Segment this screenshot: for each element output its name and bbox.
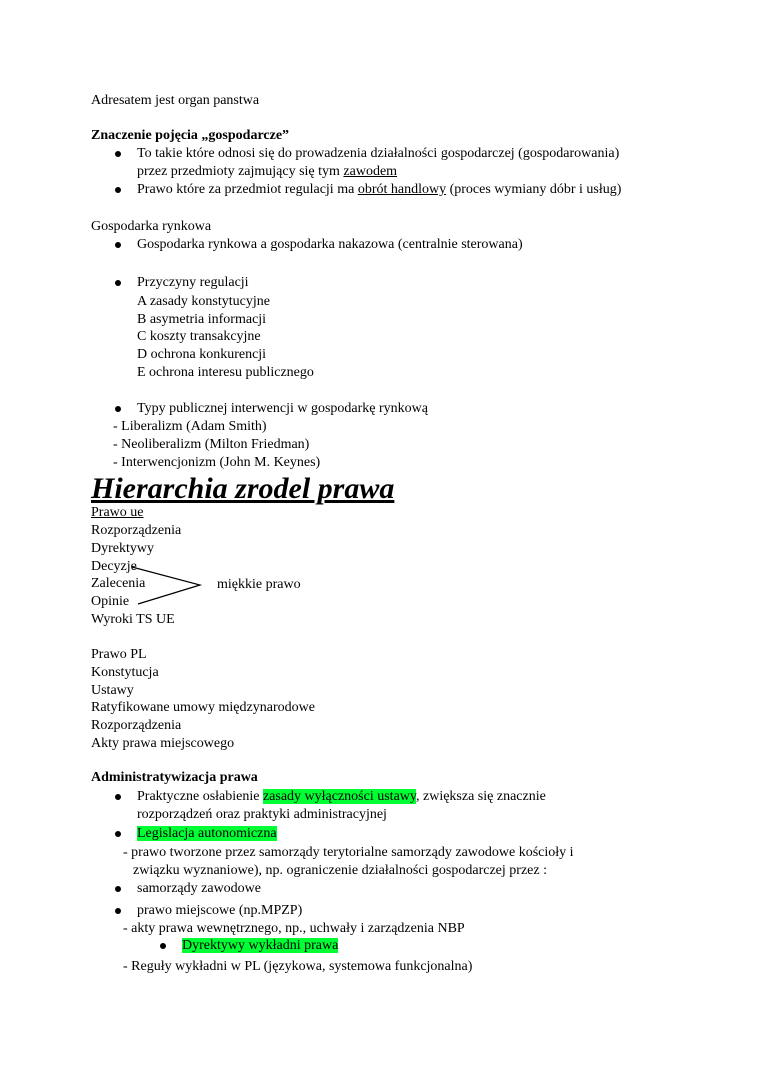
prawo-pl-heading: Prawo PL	[91, 647, 147, 662]
przyczyny-item: A zasady konstytucyjne	[137, 294, 270, 309]
zawodem-underlined: zawodem	[343, 164, 398, 179]
bullet-icon	[115, 886, 121, 892]
ue-item: Dyrektywy	[91, 541, 154, 556]
przyczyny-item: B asymetria informacji	[137, 312, 267, 327]
admin-d1-line2: związku wyznaniowe), np. ograniczenie działalności gospodarczej przez :	[133, 863, 547, 878]
bullet-icon	[115, 794, 121, 800]
ue-item: Wyroki TS UE	[91, 612, 175, 627]
ue-item: Rozporządzenia	[91, 523, 182, 538]
soft-law-bracket-icon	[130, 562, 210, 607]
bullet-icon	[115, 151, 121, 157]
typy-item: - Interwencjonizm (John M. Keynes)	[113, 455, 321, 470]
gosp-heading: Znaczenie pojęcia „gospodarcze”	[91, 128, 290, 143]
rynek-b1: Gospodarka rynkowa a gospodarka nakazowa (centralnie sterowana)	[137, 237, 523, 252]
pl-item: Ratyfikowane umowy międzynarodowe	[91, 700, 315, 715]
typy-item: - Liberalizm (Adam Smith)	[113, 419, 267, 434]
gosp-b1-line2: przez przedmioty zajmujący się tym zawodem	[137, 164, 398, 179]
ue-item: Opinie	[91, 594, 130, 609]
bullet-icon	[115, 908, 121, 914]
bullet-icon	[115, 280, 121, 286]
miekkie-prawo-label: miękkie prawo	[217, 577, 301, 592]
obrot-handlowy-underlined: obrót handlowy	[357, 182, 447, 197]
typy-heading: Typy publicznej interwencji w gospodarkę rynkową	[137, 401, 428, 416]
bullet-icon	[115, 831, 121, 837]
pl-item: Konstytucja	[91, 665, 159, 680]
hierarchia-title: Hierarchia zrodel prawa	[91, 472, 395, 505]
admin-d3: - Reguły wykładni w PL (językowa, systemowa funkcjonalna)	[123, 959, 473, 974]
bullet-icon	[115, 242, 121, 248]
ue-item: Zalecenia	[91, 576, 146, 591]
adresat-text: Adresatem jest organ panstwa	[91, 93, 260, 108]
przyczyny-item: C koszty transakcyjne	[137, 329, 261, 344]
admin-b3: samorządy zawodowe	[137, 881, 262, 896]
bullet-icon	[160, 943, 166, 949]
prawo-ue-heading: Prawo ue	[91, 505, 144, 520]
pl-item: Akty prawa miejscowego	[91, 736, 235, 751]
rynek-heading: Gospodarka rynkowa	[91, 219, 212, 234]
przyczyny-item: E ochrona interesu publicznego	[137, 365, 314, 380]
pl-item: Ustawy	[91, 683, 134, 698]
przyczyny-heading: Przyczyny regulacji	[137, 275, 249, 290]
admin-b1-line2: rozporządzeń oraz praktyki administracyjnej	[137, 807, 387, 822]
highlight-dyrektywy: Dyrektywy wykładni prawa	[182, 938, 339, 953]
bullet-icon	[115, 406, 121, 412]
gosp-b1-line1: To takie które odnosi się do prowadzenia działalności gospodarczej (gospodarowania)	[137, 146, 620, 161]
admin-b5	[182, 937, 338, 955]
admin-d2: - akty prawa wewnętrznego, np., uchwały i zarządzenia NBP	[123, 921, 465, 936]
admin-b2	[137, 825, 277, 843]
admin-b1: Praktyczne osłabienie zasady wyłączności ustawy, zwiększa się znacznie	[137, 789, 546, 804]
ue-item: Decyzje	[91, 559, 137, 574]
pl-item: Rozporządzenia	[91, 718, 182, 733]
admin-d1-line1: - prawo tworzone przez samorządy terytorialne samorządy zawodowe kościoły i	[123, 845, 574, 860]
highlight-legislacja: Legislacja autonomiczna	[137, 826, 277, 841]
admin-heading: Administratywizacja prawa	[91, 770, 258, 785]
admin-b4: prawo miejscowe (np.MPZP)	[137, 903, 303, 918]
bullet-icon	[115, 187, 121, 193]
gosp-b2: Prawo które za przedmiot regulacji ma obrót handlowy (proces wymiany dóbr i usług)	[137, 182, 622, 197]
przyczyny-item: D ochrona konkurencji	[137, 347, 267, 362]
typy-item: - Neoliberalizm (Milton Friedman)	[113, 437, 310, 452]
highlight-zasady: zasady wyłączności ustawy	[262, 789, 416, 804]
